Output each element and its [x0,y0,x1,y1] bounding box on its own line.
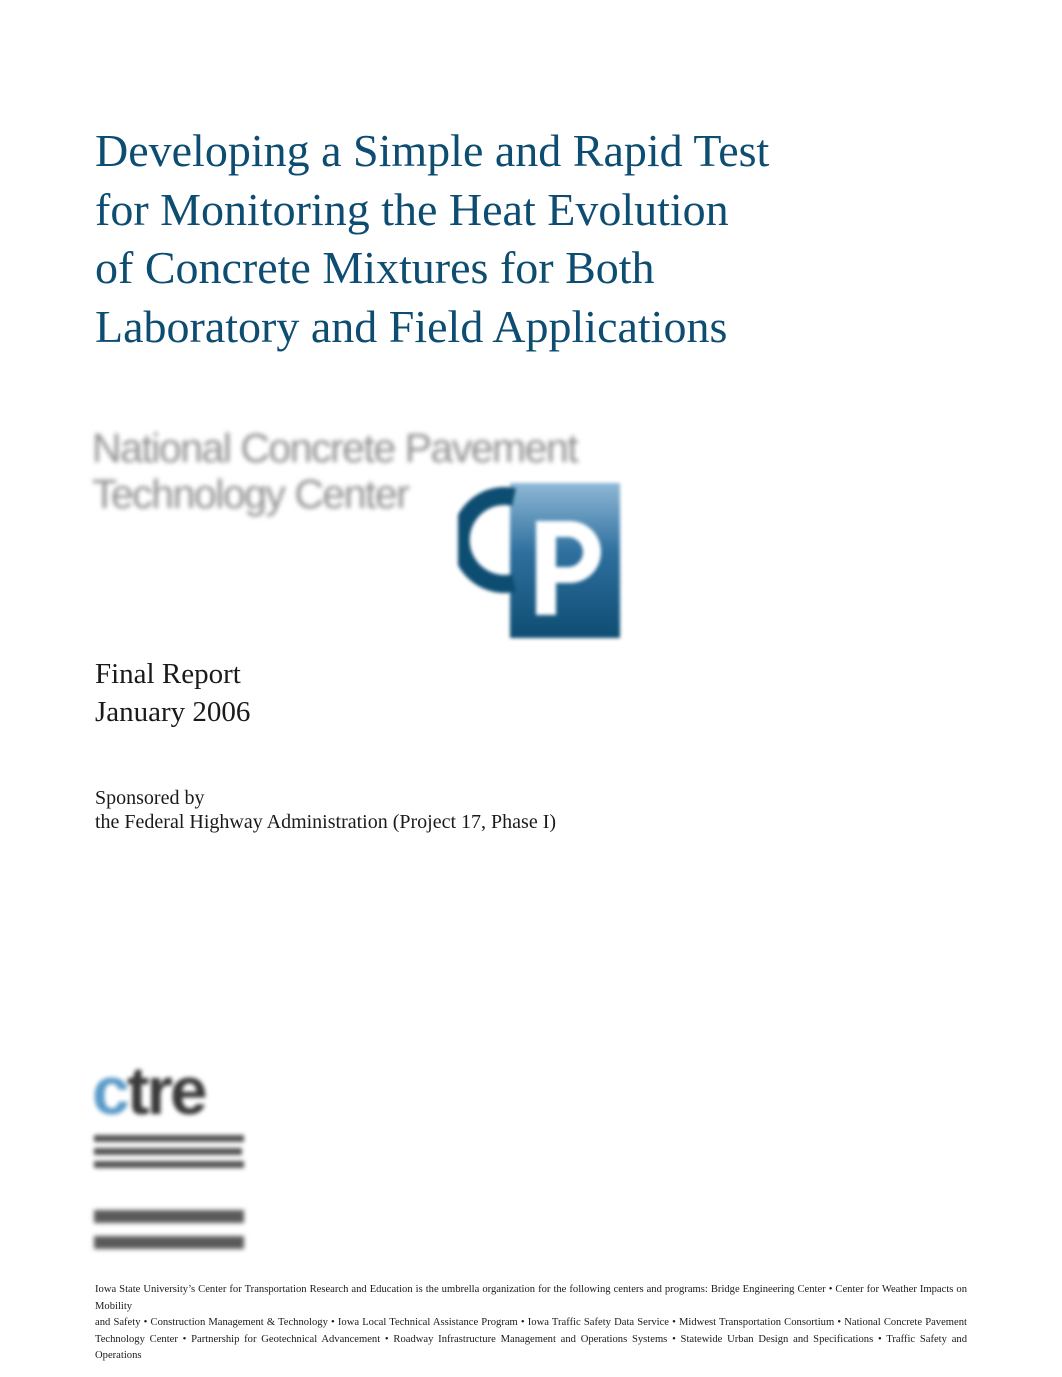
ctre-logo-subtitle [94,1135,244,1142]
iowa-state-logo-line [94,1210,244,1223]
sponsor-block [95,786,556,834]
iowa-state-logo-line [94,1236,244,1249]
report-title-line: Laboratory and Field Applications [95,300,728,352]
cp-logo-icon [458,483,623,643]
ctre-logo-subtitle [94,1161,244,1168]
report-title-line: of Concrete Mixtures for Both [95,242,655,293]
ctre-logo-subtitle [94,1148,242,1155]
iowa-state-logo [90,1198,260,1264]
footer-text [95,1282,967,1365]
sponsor-name: the Federal Highway Administration (Project 17, Phase I) [95,811,557,833]
report-title-line: for Monitoring the Heat Evolution [95,183,729,235]
footer-line: Technology Center • Partnership for Geotechnical Advancement • Roadway Infrastructure Management and Operations Systems • Statewide Urban Design and Specifications • Traffic Safety and Operations [95,1333,967,1362]
report-title [95,122,855,356]
ctre-logo-text: ctre [92,1053,205,1129]
footer-line: Iowa State University’s Center for Transportation Research and Education is the umbrella organization for the following centers and programs: Bridge Engineering Center • Center for Weather Impacts on Mobility [95,1284,967,1312]
report-date: January 2006 [95,696,251,728]
report-type: Final Report [95,658,241,690]
ncptc-logo-text-line: National Concrete Pavement [92,425,578,471]
ncptc-logo [90,425,630,645]
report-title-line: Developing a Simple and Rapid Test [95,125,770,176]
report-meta [95,655,250,731]
sponsor-intro: Sponsored by [95,787,205,809]
footer-line: and Safety • Construction Management & Technology • Iowa Local Technical Assistance Program • Iowa Traffic Safety Data Service • Midwest Transportation Consortium • National Concrete Pavement [95,1317,967,1329]
ctre-logo [90,1055,260,1175]
ncptc-logo-text-line: Technology Center [92,471,409,517]
